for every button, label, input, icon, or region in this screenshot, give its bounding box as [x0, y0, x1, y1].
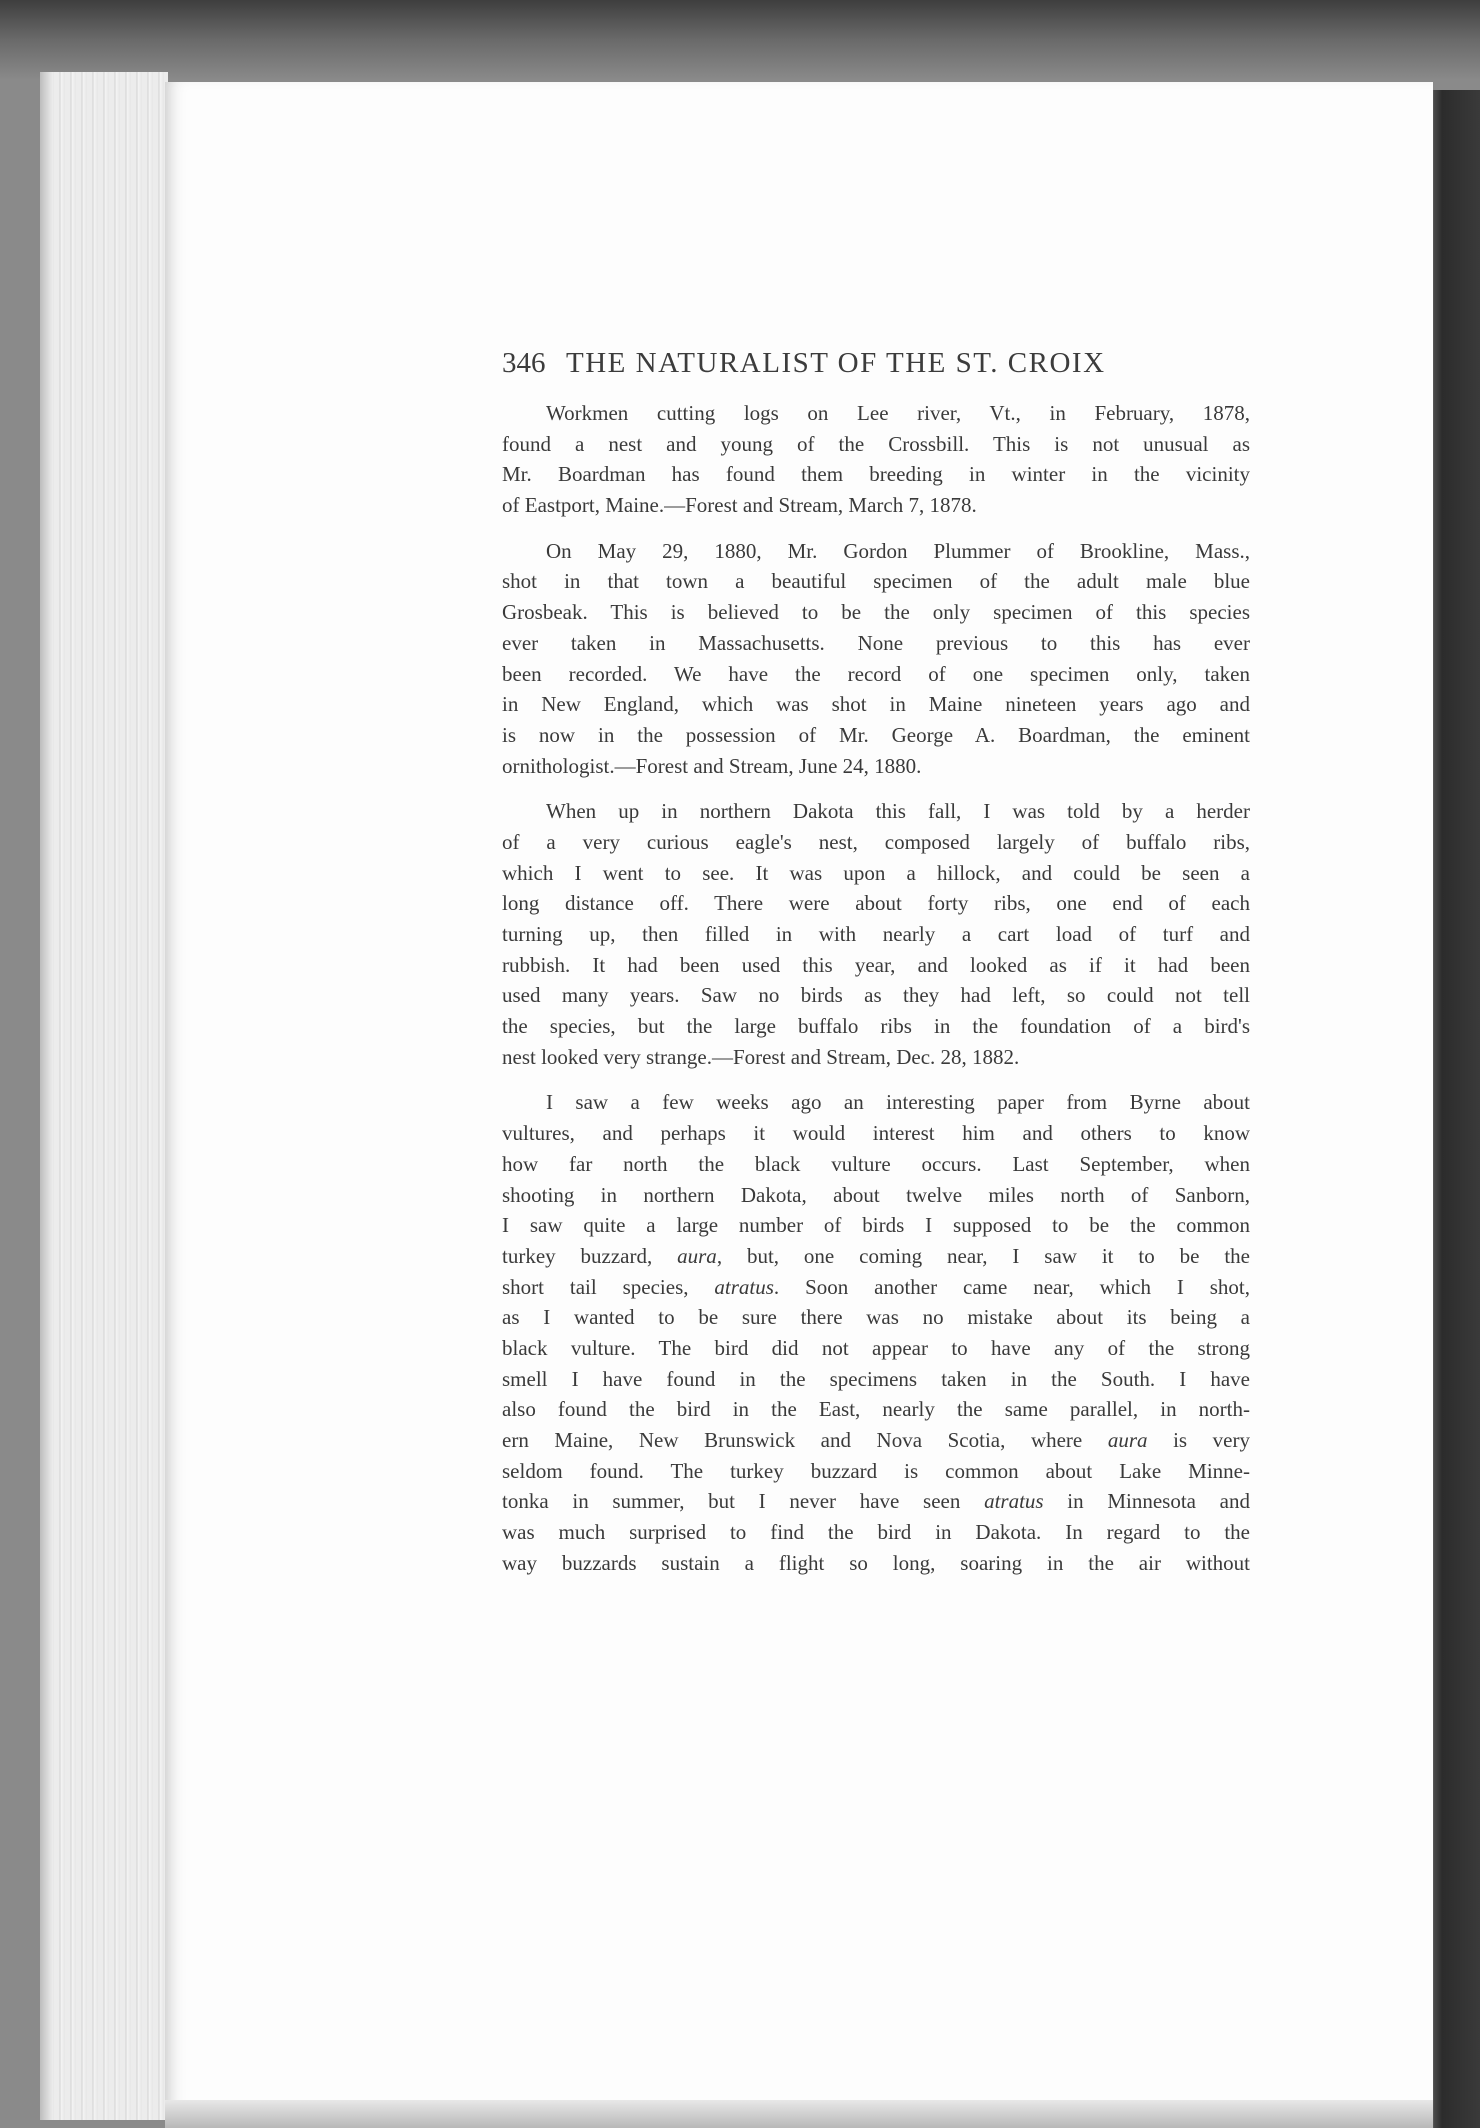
text-line: of a very curious eagle's nest, composed largely of buffalo ribs,	[502, 829, 1250, 854]
text-line: way buzzards sustain a flight so long, soaring in the air without	[502, 1550, 1250, 1575]
text-line: ornithologist.—Forest and Stream, June 24, 1880.	[502, 753, 922, 778]
italic-species-name: aura	[677, 1243, 717, 1268]
text-segment: tonka in summer, but I never have seen	[502, 1489, 985, 1514]
page-edges-stack	[40, 72, 168, 2120]
text-line: of Eastport, Maine.—Forest and Stream, March 7, 1878.	[502, 493, 977, 518]
text-line: smell I have found in the specimens taken in the South. I have	[502, 1366, 1250, 1391]
text-segment: turkey buzzard,	[502, 1243, 678, 1268]
text-segment: is very	[1147, 1428, 1250, 1452]
text-line: how far north the black vulture occurs. Last September, when	[502, 1151, 1250, 1176]
text-line: the species, but the large buffalo ribs in the foundation of a bird's	[502, 1014, 1250, 1039]
text-line: which I went to see. It was upon a hillock, and could be seen a	[502, 860, 1250, 885]
text-line: rubbish. It had been used this year, and looked as if it had been	[502, 952, 1250, 977]
text-line: also found the bird in the East, nearly the same parallel, in north-	[502, 1397, 1250, 1422]
text-line	[502, 1486, 1250, 1517]
text-line: been recorded. We have the record of one specimen only, taken	[502, 661, 1250, 686]
text-line: I saw quite a large number of birds I supposed to be the common	[502, 1213, 1250, 1238]
text-line: Mr. Boardman has found them breeding in winter in the vicinity	[502, 462, 1250, 487]
text-line: nest looked very strange.—Forest and Stream, Dec. 28, 1882.	[502, 1044, 1020, 1069]
text-line: turning up, then filled in with nearly a cart load of turf and	[502, 922, 1250, 946]
text-line: seldom found. The turkey buzzard is common about Lake Minne-	[502, 1458, 1250, 1483]
text-line: long distance off. There were about forty ribs, one end of each	[502, 891, 1250, 916]
text-line	[502, 1425, 1250, 1456]
paragraph	[502, 536, 1250, 782]
page-bottom-edge	[165, 2100, 1433, 2128]
text-segment: in Minnesota and	[1043, 1489, 1251, 1514]
text-segment: . Soon another came near, which I shot,	[773, 1274, 1250, 1299]
text-line: vultures, and perhaps it would interest him and others to know	[502, 1121, 1250, 1146]
paragraph	[502, 796, 1250, 1072]
text-line: When up in northern Dakota this fall, I was told by a herder	[546, 799, 1250, 824]
paragraph	[502, 398, 1250, 521]
text-line: On May 29, 1880, Mr. Gordon Plummer of Brookline, Mass.,	[546, 538, 1250, 563]
text-line: used many years. Saw no birds as they had left, so could not tell	[502, 983, 1250, 1008]
book-title-header: THE NATURALIST OF THE ST. CROIX	[566, 347, 1106, 379]
text-line: in New England, which was shot in Maine nineteen years ago and	[502, 692, 1250, 717]
italic-species-name: atratus	[714, 1274, 774, 1299]
text-segment: short tail species,	[502, 1274, 715, 1299]
text-line: I saw a few weeks ago an interesting paper from Byrne about	[546, 1090, 1250, 1115]
text-line: was much surprised to find the bird in Dakota. In regard to the	[502, 1520, 1250, 1545]
text-line: as I wanted to be sure there was no mistake about its being a	[502, 1305, 1250, 1330]
italic-species-name: aura	[1107, 1428, 1148, 1452]
page-edge-shadow	[40, 72, 52, 2120]
italic-species-name: atratus	[984, 1489, 1044, 1514]
paragraph	[502, 1087, 1250, 1578]
text-segment: , but, one coming near, I saw it to be the	[716, 1243, 1250, 1268]
text-line: Grosbeak. This is believed to be the only specimen of this species	[502, 600, 1250, 625]
text-line	[502, 1241, 1250, 1272]
text-line: ever taken in Massachusetts. None previous to this has ever	[502, 630, 1250, 655]
text-line: Workmen cutting logs on Lee river, Vt., in February, 1878,	[546, 401, 1250, 425]
page-number: 346	[502, 347, 546, 379]
text-segment: ern Maine, New Brunswick and Nova Scotia, where	[502, 1428, 1108, 1452]
running-head	[502, 347, 1212, 380]
text-line	[502, 1272, 1250, 1303]
text-line: found a nest and young of the Crossbill. This is not unusual as	[502, 431, 1250, 456]
text-line: shot in that town a beautiful specimen of the adult male blue	[502, 569, 1250, 594]
text-line: is now in the possession of Mr. George A. Boardman, the eminent	[502, 722, 1250, 747]
body-text	[502, 398, 1250, 1593]
text-line: shooting in northern Dakota, about twelve miles north of Sanborn,	[502, 1182, 1250, 1207]
text-line: black vulture. The bird did not appear to have any of the strong	[502, 1335, 1250, 1360]
